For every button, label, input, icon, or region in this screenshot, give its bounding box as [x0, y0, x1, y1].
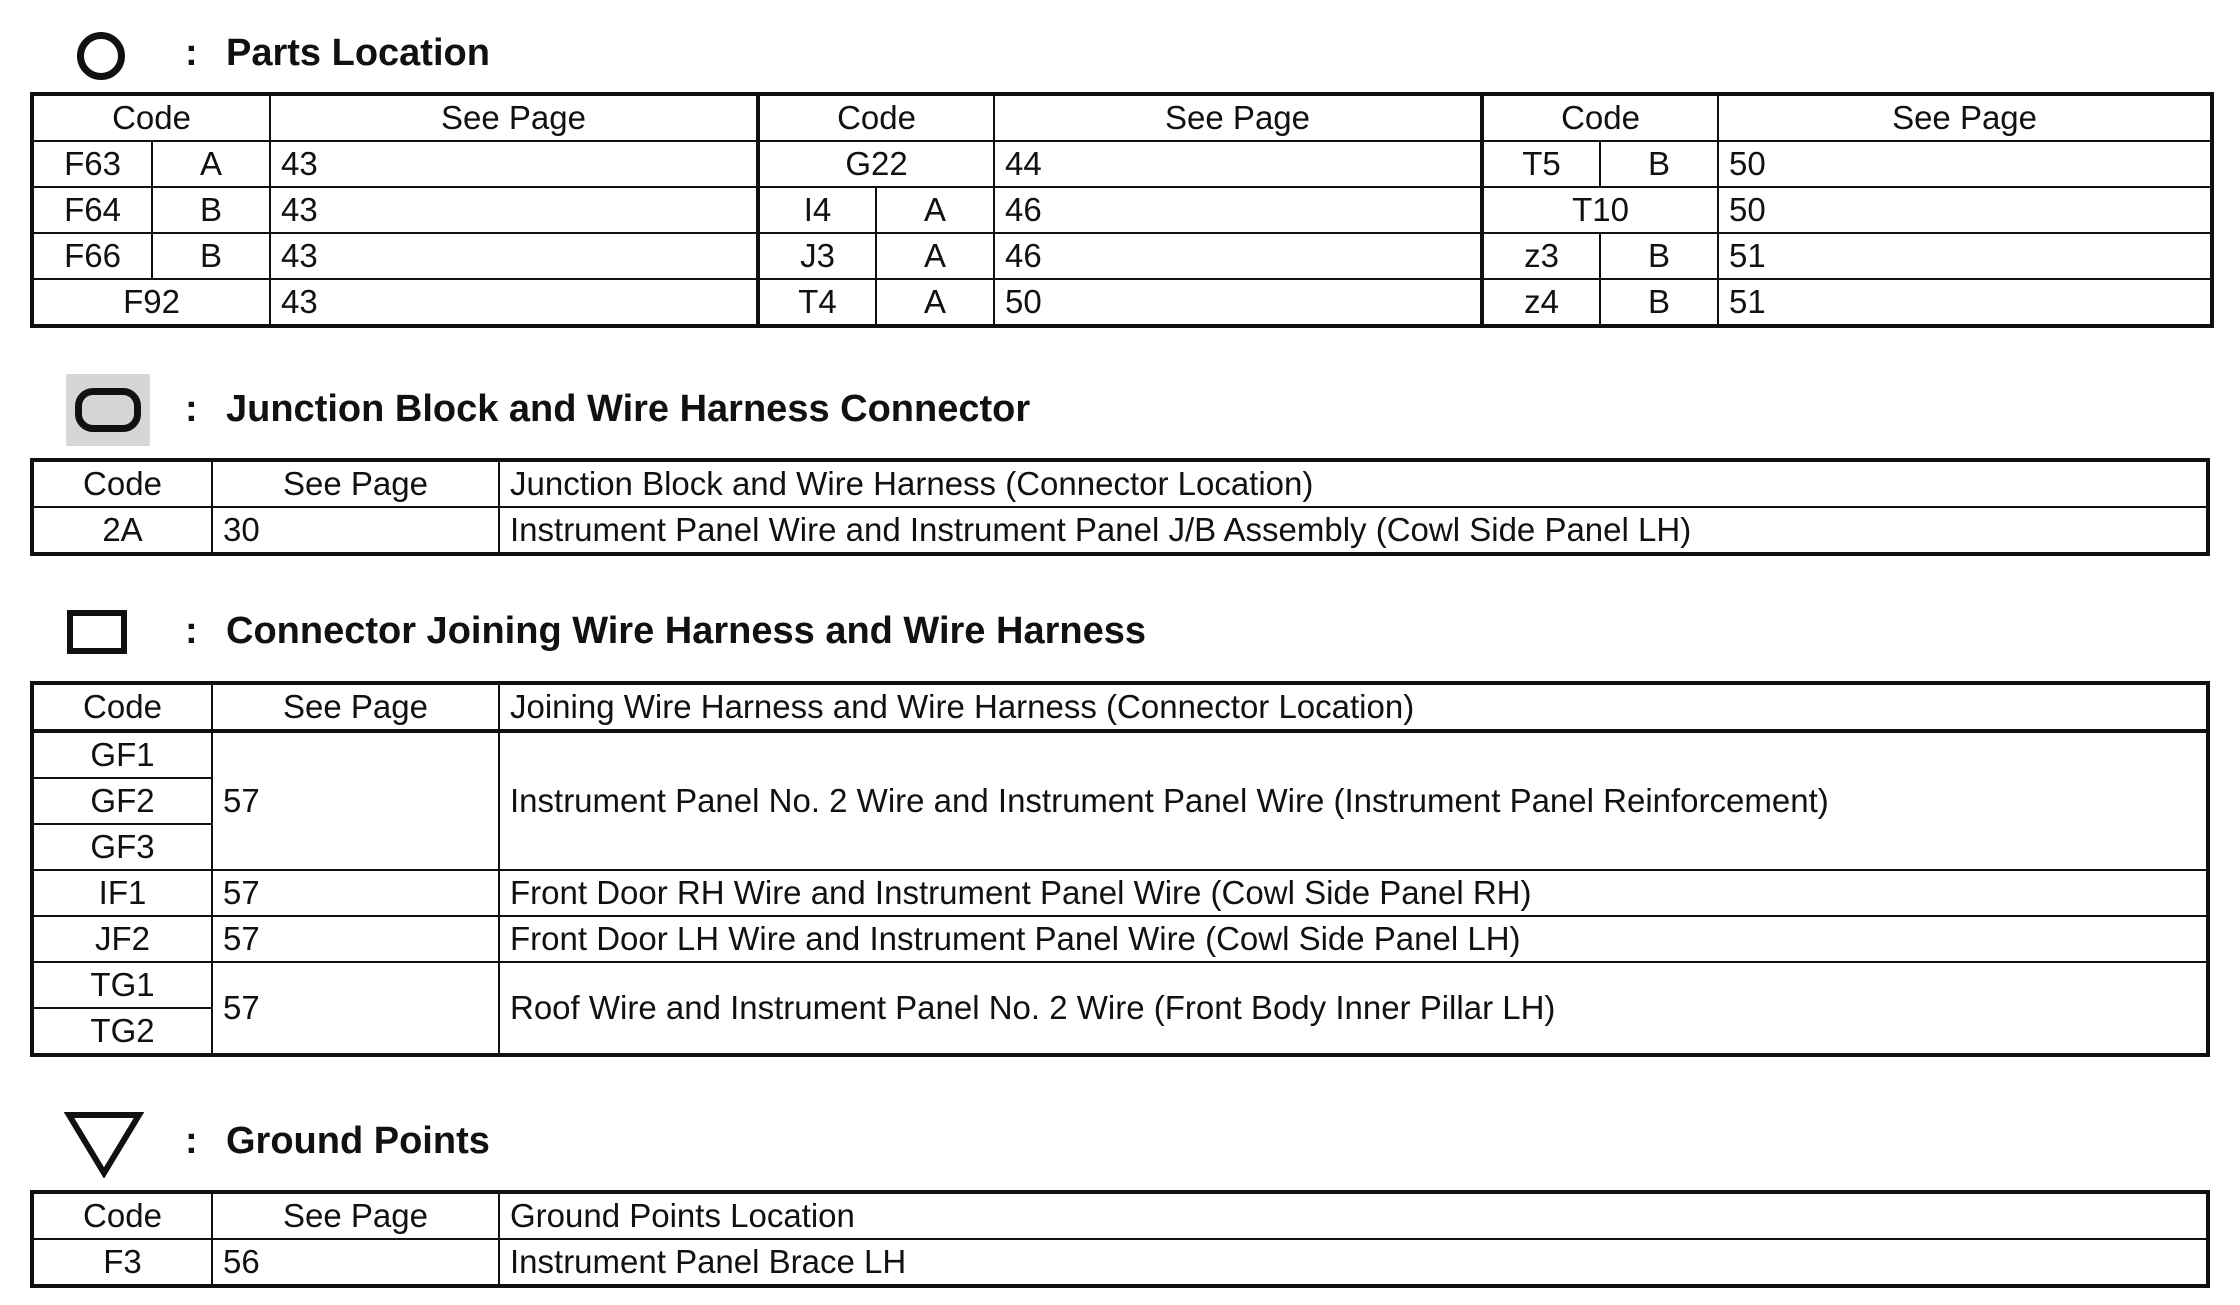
table-row	[32, 1239, 2208, 1286]
table-header-row	[32, 94, 2212, 141]
page-cell: 46	[994, 233, 1482, 279]
header-code: Code	[758, 94, 994, 141]
header-see-page: See Page	[212, 1192, 499, 1239]
code-cell: F63	[32, 141, 152, 187]
page-cell: 51	[1718, 279, 2212, 326]
ground-points-table	[30, 1190, 2210, 1288]
code-cell: JF2	[32, 916, 212, 962]
table-row	[32, 507, 2208, 554]
code-cell: z4	[1482, 279, 1600, 326]
ground-points-header	[0, 1110, 2240, 1180]
table-row	[32, 233, 2212, 279]
page-cell: 43	[270, 187, 758, 233]
parts-location-header	[0, 20, 2240, 90]
location-cell: Instrument Panel Wire and Instrument Panel J/B Assembly (Cowl Side Panel LH)	[499, 507, 2208, 554]
page-cell: 57	[212, 870, 499, 916]
code-cell: F3	[32, 1239, 212, 1286]
table-row	[32, 279, 2212, 326]
code-cell: T10	[1482, 187, 1718, 233]
page-cell: 51	[1718, 233, 2212, 279]
code-cell: F66	[32, 233, 152, 279]
page-cell: 57	[212, 916, 499, 962]
header-code: Code	[1482, 94, 1718, 141]
location-cell: Instrument Panel Brace LH	[499, 1239, 2208, 1286]
code-cell: G22	[758, 141, 994, 187]
junction-block-header	[0, 372, 2240, 442]
sub-cell: A	[876, 279, 994, 326]
rounded-rectangle-icon	[66, 374, 150, 446]
page-cell: 57	[212, 962, 499, 1055]
parts-location-table	[30, 92, 2214, 328]
code-cell: F64	[32, 187, 152, 233]
code-cell: GF1	[32, 731, 212, 778]
header-location: Junction Block and Wire Harness (Connector Location)	[499, 460, 2208, 507]
header-see-page: See Page	[994, 94, 1482, 141]
page-cell: 43	[270, 233, 758, 279]
header-code: Code	[32, 1192, 212, 1239]
page-cell: 56	[212, 1239, 499, 1286]
table-row	[32, 916, 2208, 962]
colon: :	[185, 1120, 198, 1162]
colon: :	[185, 388, 198, 430]
code-cell: T4	[758, 279, 876, 326]
sub-cell: B	[1600, 279, 1718, 326]
rectangle-icon	[67, 610, 127, 654]
code-cell: F92	[32, 279, 270, 326]
page-cell: 50	[1718, 141, 2212, 187]
code-cell: GF3	[32, 824, 212, 870]
section-title: Ground Points	[226, 1120, 490, 1162]
code-cell: 2A	[32, 507, 212, 554]
sub-cell: B	[1600, 233, 1718, 279]
header-see-page: See Page	[212, 460, 499, 507]
page-cell: 43	[270, 279, 758, 326]
header-location: Ground Points Location	[499, 1192, 2208, 1239]
section-title: Parts Location	[226, 32, 490, 74]
header-code: Code	[32, 683, 212, 731]
table-row	[32, 187, 2212, 233]
section-title: Junction Block and Wire Harness Connector	[226, 388, 1031, 430]
code-cell: J3	[758, 233, 876, 279]
page-cell: 43	[270, 141, 758, 187]
code-cell: TG2	[32, 1008, 212, 1055]
junction-block-table	[30, 458, 2210, 556]
sub-cell: A	[152, 141, 270, 187]
sub-cell: A	[876, 187, 994, 233]
page-cell: 50	[1718, 187, 2212, 233]
table-header-row	[32, 683, 2208, 731]
sub-cell: A	[876, 233, 994, 279]
header-location: Joining Wire Harness and Wire Harness (Connector Location)	[499, 683, 2208, 731]
location-cell: Front Door RH Wire and Instrument Panel Wire (Cowl Side Panel RH)	[499, 870, 2208, 916]
sub-cell: B	[152, 187, 270, 233]
triangle-down-icon	[64, 1110, 144, 1178]
code-cell: T5	[1482, 141, 1600, 187]
code-cell: TG1	[32, 962, 212, 1008]
page-cell: 46	[994, 187, 1482, 233]
table-header-row	[32, 460, 2208, 507]
section-title: Connector Joining Wire Harness and Wire Harness	[226, 610, 1146, 652]
sub-cell: B	[152, 233, 270, 279]
circle-icon	[77, 32, 125, 80]
code-cell: z3	[1482, 233, 1600, 279]
connector-joining-table	[30, 681, 2210, 1057]
location-cell: Roof Wire and Instrument Panel No. 2 Wire (Front Body Inner Pillar LH)	[499, 962, 2208, 1055]
code-cell: I4	[758, 187, 876, 233]
code-cell: GF2	[32, 778, 212, 824]
page-cell: 30	[212, 507, 499, 554]
table-row	[32, 870, 2208, 916]
header-code: Code	[32, 94, 270, 141]
code-cell: IF1	[32, 870, 212, 916]
header-see-page: See Page	[212, 683, 499, 731]
page-cell: 50	[994, 279, 1482, 326]
connector-joining-header	[0, 598, 2240, 668]
table-row	[32, 731, 2208, 778]
table-header-row	[32, 1192, 2208, 1239]
colon: :	[185, 610, 198, 652]
page-cell: 57	[212, 731, 499, 870]
sub-cell: B	[1600, 141, 1718, 187]
location-cell: Instrument Panel No. 2 Wire and Instrument Panel Wire (Instrument Panel Reinforcement)	[499, 731, 2208, 870]
page-cell: 44	[994, 141, 1482, 187]
header-code: Code	[32, 460, 212, 507]
location-cell: Front Door LH Wire and Instrument Panel Wire (Cowl Side Panel LH)	[499, 916, 2208, 962]
header-see-page: See Page	[1718, 94, 2212, 141]
table-row	[32, 962, 2208, 1008]
table-row	[32, 141, 2212, 187]
colon: :	[185, 32, 198, 74]
header-see-page: See Page	[270, 94, 758, 141]
